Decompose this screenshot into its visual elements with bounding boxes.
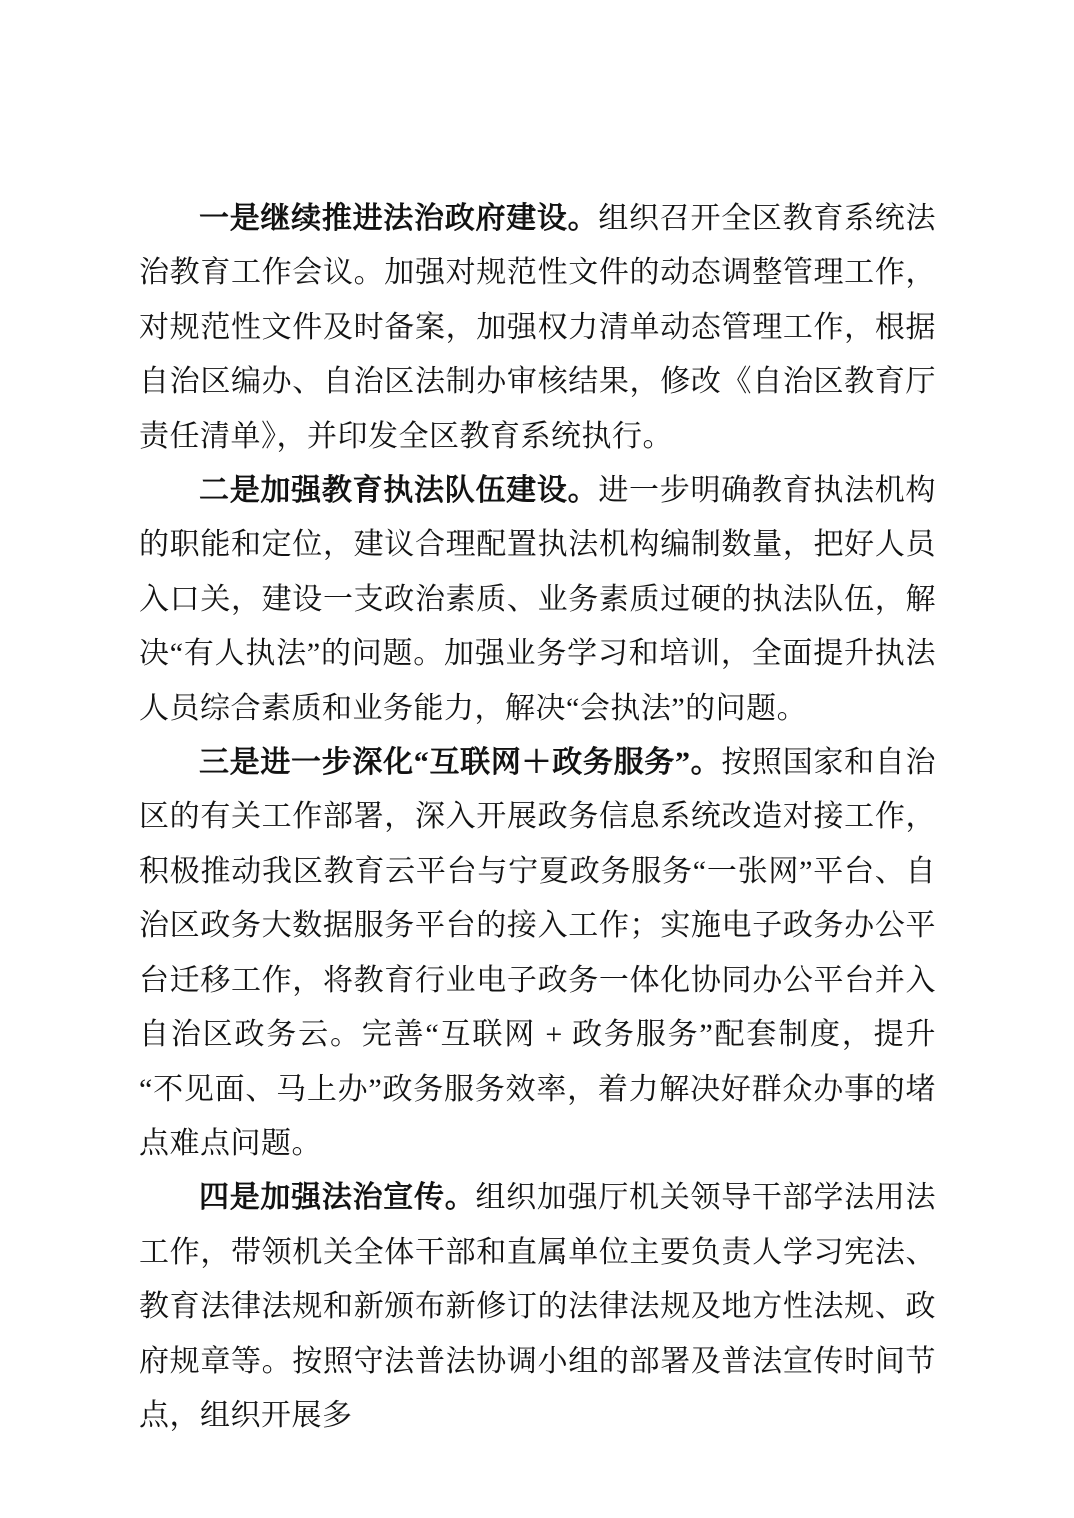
paragraph-body: 按照国家和自治区的有关工作部署，深入开展政务信息系统改造对接工作，积极推动我区教育云平台与宁夏政务服务“一张网”平台、自治区政务大数据服务平台的接入工作；实施电子政务办公平台迁移工作，将教育行业电子政务一体化协同办公平台并入自治区政务云。完善“互联网 + 政务服务”配套制度，提升“不见面、马上办”政务服务效率，着力解决好群众办事的堵点难点问题。	[139, 746, 936, 1160]
paragraph	[139, 736, 936, 1171]
paragraph-lead: 一是继续推进法治政府建设。	[199, 202, 599, 235]
paragraph	[139, 192, 936, 464]
paragraph-body: 组织加强厅机关领导干部学法用法工作，带领机关全体干部和直属单位主要负责人学习宪法、教育法律法规和新颁布新修订的法律法规及地方性法规、政府规章等。按照守法普法协调小组的部署及普法宣传时间节点，组织开展多	[139, 1181, 937, 1432]
text-block	[139, 192, 936, 1443]
paragraph	[139, 464, 936, 736]
paragraph-lead: 四是加强法治宣传。	[199, 1181, 476, 1215]
paragraph-lead: 二是加强教育执法队伍建设。	[199, 474, 599, 508]
paragraph-lead: 三是进一步深化“互联网＋政务服务”。	[199, 746, 722, 780]
paragraph-body: 组织召开全区教育系统法治教育工作会议。加强对规范性文件的动态调整管理工作，对规范性文件及时备案，加强权力清单动态管理工作，根据自治区编办、自治区法制办审核结果，修改《自治区教育厅责任清单》，并印发全区教育系统执行。	[139, 202, 937, 453]
paragraph-body: 进一步明确教育执法机构的职能和定位，建议合理配置执法机构编制数量，把好人员入口关，建设一支政治素质、业务素质过硬的执法队伍，解决“有人执法”的问题。加强业务学习和培训，全面提升执法人员综合素质和业务能力，解决“会执法”的问题。	[139, 474, 937, 725]
paragraph	[139, 1171, 936, 1443]
